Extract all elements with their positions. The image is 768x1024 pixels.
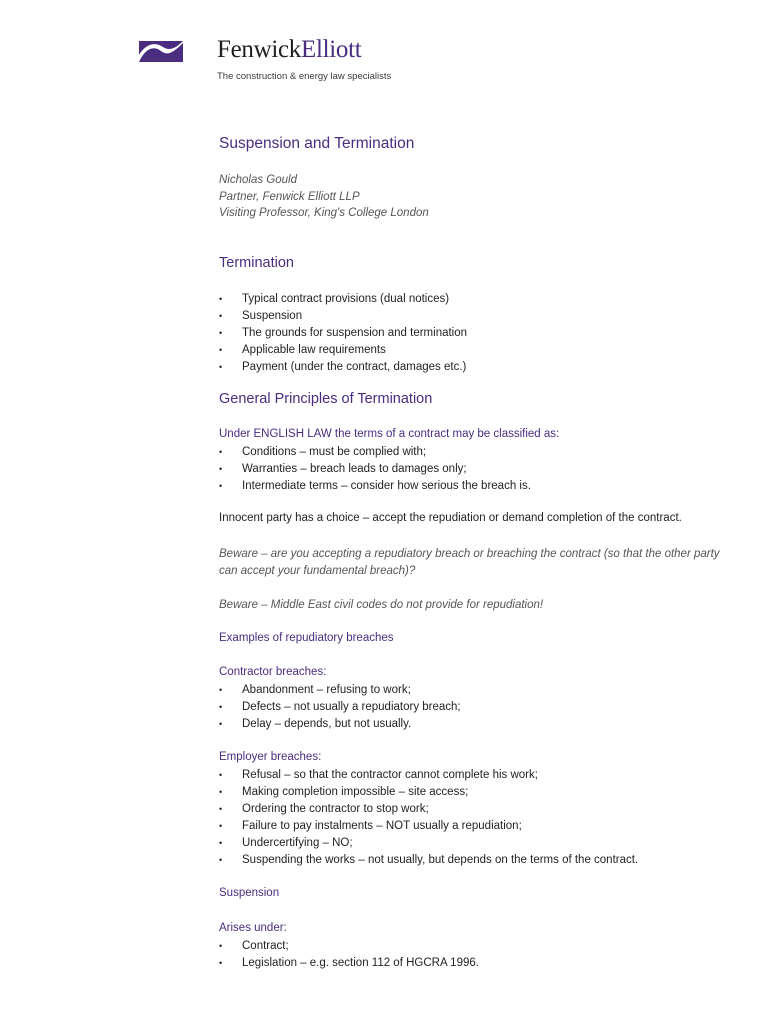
list-item: • Making completion impossible – site access; xyxy=(219,784,638,801)
employer-breaches-list xyxy=(219,767,638,869)
brand-name-second: Elliott xyxy=(301,36,362,63)
suspension-heading: Suspension xyxy=(219,887,280,899)
tagline: The construction & energy law specialists xyxy=(217,71,392,82)
author-affiliation: Visiting Professor, King's College London xyxy=(219,207,429,220)
beware-note-2: Beware – Middle East civil codes do not provide for repudiation! xyxy=(219,599,544,611)
principles-intro: Under ENGLISH LAW the terms of a contract may be classified as: xyxy=(219,428,560,440)
list-item: • The grounds for suspension and termination xyxy=(219,325,467,342)
list-item: • Delay – depends, but not usually. xyxy=(219,716,461,733)
brand-name xyxy=(217,36,361,64)
termination-heading: Termination xyxy=(219,255,294,271)
list-item: • Payment (under the contract, damages etc.) xyxy=(219,359,467,376)
brand-name-first: Fenwick xyxy=(217,36,301,63)
author-name: Nicholas Gould xyxy=(219,174,297,186)
contractor-breaches-label: Contractor breaches: xyxy=(219,666,327,678)
principles-list xyxy=(219,444,531,495)
list-item: • Typical contract provisions (dual notices) xyxy=(219,291,467,308)
list-item: • Legislation – e.g. section 112 of HGCRA 1996. xyxy=(219,955,479,972)
arises-under-label: Arises under: xyxy=(219,922,287,934)
contractor-breaches-list xyxy=(219,682,461,733)
innocent-party-text: Innocent party has a choice – accept the repudiation or demand completion of the contract. xyxy=(219,512,682,524)
fenwick-elliott-logo-icon xyxy=(139,41,183,62)
suspension-list xyxy=(219,938,479,972)
examples-heading: Examples of repudiatory breaches xyxy=(219,632,394,644)
beware-note-1: Beware – are you accepting a repudiatory breach or breaching the contract (so that the other party can accept your fundamental breach)? xyxy=(219,548,720,577)
employer-breaches-label: Employer breaches: xyxy=(219,751,322,763)
list-item: • Suspension xyxy=(219,308,467,325)
list-item: • Contract; xyxy=(219,938,479,955)
list-item: • Intermediate terms – consider how serious the breach is. xyxy=(219,478,531,495)
author-block xyxy=(219,172,429,222)
list-item: • Ordering the contractor to stop work; xyxy=(219,801,638,818)
list-item: • Applicable law requirements xyxy=(219,342,467,359)
list-item: • Defects – not usually a repudiatory breach; xyxy=(219,699,461,716)
list-item: • Failure to pay instalments – NOT usually a repudiation; xyxy=(219,818,638,835)
list-item: • Abandonment – refusing to work; xyxy=(219,682,461,699)
document-title: Suspension and Termination xyxy=(219,135,415,152)
principles-heading: General Principles of Termination xyxy=(219,391,433,407)
list-item: • Suspending the works – not usually, but depends on the terms of the contract. xyxy=(219,852,638,869)
author-role: Partner, Fenwick Elliott LLP xyxy=(219,190,360,203)
list-item: • Warranties – breach leads to damages only; xyxy=(219,461,531,478)
termination-list xyxy=(219,291,467,376)
list-item: • Conditions – must be complied with; xyxy=(219,444,531,461)
list-item: • Undercertifying – NO; xyxy=(219,835,638,852)
list-item: • Refusal – so that the contractor cannot complete his work; xyxy=(219,767,638,784)
